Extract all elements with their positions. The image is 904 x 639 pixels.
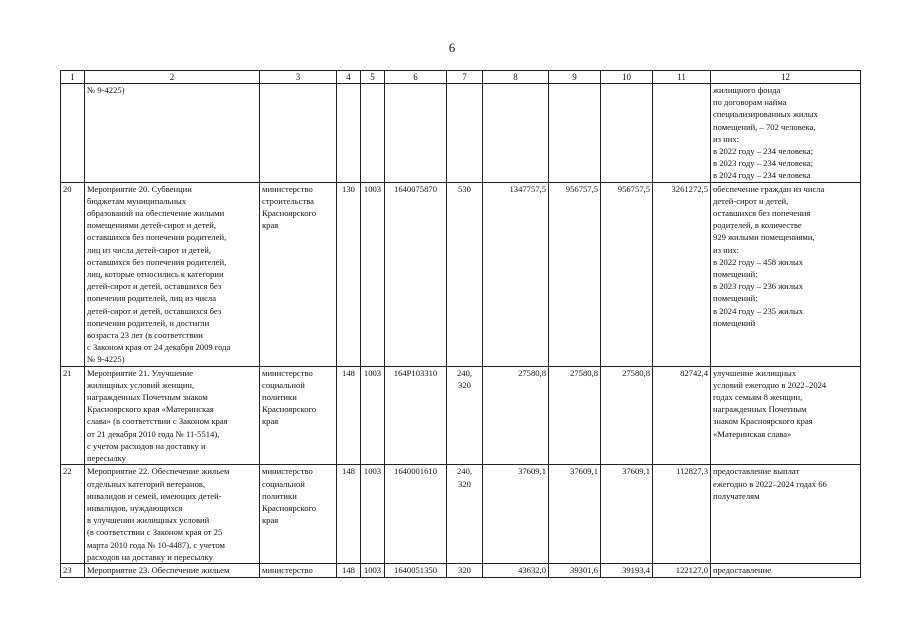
grbs-code-cell: 148 <box>337 366 361 465</box>
cell-line: 320 <box>458 379 471 390</box>
header-cell: 8 <box>483 71 549 84</box>
target-article-cell: 1640001610 <box>385 465 447 564</box>
cell-line: с учетом расходов на доставку и <box>87 440 206 451</box>
amount-2024-cell: 956757,5 <box>601 182 653 366</box>
cell-line: политики <box>262 392 297 403</box>
measure-name-cell <box>85 563 260 577</box>
cell-line: Мероприятие 22. Обеспечение жильем <box>87 466 230 477</box>
amount-2022-cell: 27580,8 <box>483 366 549 465</box>
header-cell: 11 <box>653 71 711 84</box>
amount-total-cell: 112827,3 <box>653 465 711 564</box>
cell-line: помещений; <box>713 269 758 280</box>
cell-line: детей-сирот и детей, оставшихся без <box>87 305 222 316</box>
cell-line: слава» (в соответствии с Законом края <box>87 416 228 427</box>
section-code-cell: 1003 <box>361 366 385 465</box>
cell-line: в 2023 году – 234 человека; <box>713 158 813 169</box>
cell-line: 240, <box>456 466 473 477</box>
cell-line: попечения родителей, и достигли <box>87 317 210 328</box>
cell-line: Красноярского края «Материнская <box>87 404 214 415</box>
cell-line: № 9-4225) <box>87 85 125 95</box>
cell-line: ежегодно в 2022–2024 годах 66 <box>713 478 827 489</box>
cell-line: помещений; <box>713 293 758 304</box>
amount-2022-cell: 43632,0 <box>483 563 549 577</box>
target-article-cell: 164P103310 <box>385 366 447 465</box>
cell-line: детей-сирот и детей, оставшихся без <box>87 281 222 292</box>
cell-line: от 21 декабря 2010 года № 11-5514), <box>87 428 220 439</box>
amount-total-cell: 122127,0 <box>653 563 711 577</box>
executor-cell <box>260 465 337 564</box>
executor-cell <box>260 182 337 366</box>
cell-line: марта 2010 года № 10-4487), с учетом <box>87 539 225 550</box>
measure-name-cell <box>85 465 260 564</box>
amount-total-cell: 3261272,5 <box>653 182 711 366</box>
cell-line: в улучшении жилищных условий <box>87 515 210 526</box>
cell-line: предоставление <box>713 564 772 575</box>
grbs-code-cell: 148 <box>337 563 361 577</box>
cell-line: политики <box>262 490 297 501</box>
table-row <box>61 465 861 564</box>
cell-line: предоставление выплат <box>713 466 800 477</box>
executor-cell <box>260 366 337 465</box>
amount-2023-cell: 956757,5 <box>549 182 601 366</box>
cell-line: министерство <box>262 466 313 477</box>
cell-line: строительства <box>262 195 314 206</box>
cell-line: социальной <box>262 379 305 390</box>
amount-total-cell <box>653 84 711 183</box>
cell-line: попечения родителей, лиц из числа <box>87 293 217 304</box>
cell-line: жилищных условий женщин, <box>87 379 195 390</box>
cell-line: края <box>262 220 279 231</box>
amount-total-cell: 82742,4 <box>653 366 711 465</box>
cell-line: Мероприятие 20. Субвенции <box>87 183 192 194</box>
cell-line: бюджетам муниципальных <box>87 195 187 206</box>
cell-line: детей-сирот и детей, <box>713 195 789 206</box>
cell-line: в 2024 году – 235 жилых <box>713 305 804 316</box>
measures-table <box>60 70 861 578</box>
table-row <box>61 182 861 366</box>
cell-line: помещений <box>713 317 756 328</box>
cell-line: 320 <box>458 564 471 575</box>
target-article-cell: 1640075870 <box>385 182 447 366</box>
section-code-cell: 1003 <box>361 563 385 577</box>
expected-result-cell <box>711 366 861 465</box>
cell-line: оставшихся без попечения <box>713 208 811 219</box>
row-number-cell: 21 <box>61 366 85 465</box>
cell-line: в 2024 году – 234 человека <box>713 170 811 181</box>
cell-line: родителей, в количестве <box>713 220 802 231</box>
cell-line: инвалидов и семей, имеющих детей- <box>87 490 222 501</box>
amount-2024-cell: 39193,4 <box>601 563 653 577</box>
cell-line: в 2022 году – 234 человека; <box>713 146 813 157</box>
table-row <box>61 366 861 465</box>
cell-line: награжденных Почетным <box>713 404 807 415</box>
cell-line: 240, <box>456 367 473 378</box>
cell-line: «Материнская слава» <box>713 428 792 439</box>
cell-line: образований на обеспечение жилыми <box>87 208 225 219</box>
expense-type-cell <box>447 366 483 465</box>
amount-2022-cell: 1347757,5 <box>483 182 549 366</box>
cell-line: в 2022 году – 458 жилых <box>713 256 804 267</box>
expense-type-cell <box>447 563 483 577</box>
cell-line: расходов на доставку и пересылку <box>87 551 213 562</box>
cell-line: № 9-4225) <box>87 354 125 365</box>
header-row <box>61 71 861 84</box>
grbs-code-cell <box>337 84 361 183</box>
cell-line: Красноярского <box>262 404 317 415</box>
row-number-cell: 22 <box>61 465 85 564</box>
amount-2023-cell <box>549 84 601 183</box>
amount-2022-cell: 37609,1 <box>483 465 549 564</box>
cell-line: обеспечение граждан из числа <box>713 183 825 194</box>
expense-type-cell <box>447 182 483 366</box>
cell-line: лиц, которые относились к категории <box>87 269 224 280</box>
cell-line: годах семьям 8 женщин, <box>713 392 803 403</box>
target-article-cell: 1640051350 <box>385 563 447 577</box>
cell-line: пересылку <box>87 453 126 464</box>
amount-2024-cell <box>601 84 653 183</box>
cell-line: министерство <box>262 367 313 378</box>
section-code-cell: 1003 <box>361 465 385 564</box>
executor-cell <box>260 84 337 183</box>
cell-line: из них: <box>713 133 740 144</box>
expected-result-cell <box>711 84 861 183</box>
cell-line: помещений, – 702 человека, <box>713 121 816 132</box>
section-code-cell <box>361 84 385 183</box>
cell-line: получателям <box>713 490 760 501</box>
header-cell: 6 <box>385 71 447 84</box>
amount-2023-cell: 37609,1 <box>549 465 601 564</box>
cell-line: инвалидов, нуждающихся <box>87 502 183 513</box>
measure-name-cell <box>85 182 260 366</box>
cell-line: Красноярского <box>262 502 317 513</box>
cell-line: с Законом края от 24 декабря 2009 года <box>87 342 231 353</box>
cell-line: края <box>262 416 279 427</box>
cell-line: в 2023 году – 236 жилых <box>713 281 804 292</box>
expense-type-cell <box>447 84 483 183</box>
amount-2022-cell <box>483 84 549 183</box>
cell-line: знаком Красноярского края <box>713 416 813 427</box>
target-article-cell <box>385 84 447 183</box>
expense-type-cell <box>447 465 483 564</box>
measure-name-cell <box>85 84 260 183</box>
row-number-cell <box>61 84 85 183</box>
cell-line: социальной <box>262 478 305 489</box>
grbs-code-cell: 130 <box>337 182 361 366</box>
expected-result-cell <box>711 182 861 366</box>
cell-line: 320 <box>458 478 471 489</box>
expected-result-cell <box>711 465 861 564</box>
header-cell: 9 <box>549 71 601 84</box>
cell-line: помещениями детей-сирот и детей, <box>87 220 217 231</box>
cell-line: края <box>262 515 279 526</box>
cell-line: улучшение жилищных <box>713 367 797 378</box>
table-row <box>61 84 861 183</box>
cell-line: лиц из числа детей-сирот и детей, <box>87 244 212 255</box>
cell-line: специализированных жилых <box>713 109 818 120</box>
cell-line: 929 жилыми помещениями, <box>713 232 815 243</box>
cell-line: отдельных категорий ветеранов, <box>87 478 206 489</box>
amount-2023-cell: 27580,8 <box>549 366 601 465</box>
amount-2024-cell: 37609,1 <box>601 465 653 564</box>
cell-line: 530 <box>458 183 471 194</box>
cell-line: Мероприятие 21. Улучшение <box>87 367 194 378</box>
header-cell: 12 <box>711 71 861 84</box>
amount-2023-cell: 39301,6 <box>549 563 601 577</box>
cell-line: министерство <box>262 183 313 194</box>
header-cell: 1 <box>61 71 85 84</box>
cell-line: условий ежегодно в 2022–2024 <box>713 379 827 390</box>
header-cell: 10 <box>601 71 653 84</box>
cell-line: оставшихся без попечения родителей, <box>87 256 227 267</box>
grbs-code-cell: 148 <box>337 465 361 564</box>
cell-line: Красноярского <box>262 208 317 219</box>
executor-cell <box>260 563 337 577</box>
header-cell: 5 <box>361 71 385 84</box>
cell-line: жилищного фонда <box>713 85 781 95</box>
cell-line: оставшихся без попечения родителей, <box>87 232 227 243</box>
header-cell: 3 <box>260 71 337 84</box>
expected-result-cell <box>711 563 861 577</box>
section-code-cell: 1003 <box>361 182 385 366</box>
page-number: 6 <box>448 40 456 55</box>
cell-line: возраста 23 лет (в соответствии <box>87 330 203 341</box>
header-cell: 4 <box>337 71 361 84</box>
row-number-cell: 20 <box>61 182 85 366</box>
row-number-cell: 23 <box>61 563 85 577</box>
header-cell: 7 <box>447 71 483 84</box>
cell-line: по договорам найма <box>713 97 787 108</box>
amount-2024-cell: 27580,8 <box>601 366 653 465</box>
cell-line: из них: <box>713 244 740 255</box>
measure-name-cell <box>85 366 260 465</box>
header-cell: 2 <box>85 71 260 84</box>
cell-line: (в соответствии с Законом края от 25 <box>87 527 223 538</box>
cell-line: Мероприятие 23. Обеспечение жильем <box>87 564 230 575</box>
cell-line: награжденных Почетным знаком <box>87 392 208 403</box>
cell-line: министерство <box>262 564 313 575</box>
table-row <box>61 563 861 577</box>
